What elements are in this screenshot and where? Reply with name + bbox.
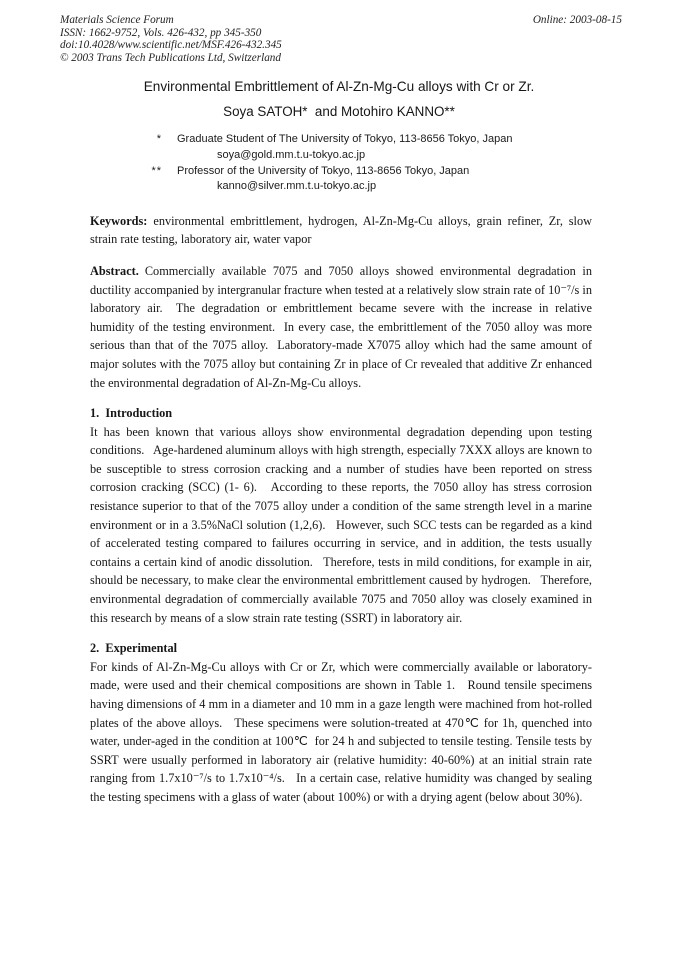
section-heading-experimental: 2. Experimental [90,641,178,656]
affiliation-2-email: kanno@silver.mm.t.u-tokyo.ac.jp [217,180,377,193]
copyright-line: © 2003 Trans Tech Publications Ltd, Switzerland [60,51,281,64]
affiliation-1-email: soya@gold.mm.t.u-tokyo.ac.jp [217,148,366,161]
affiliations [144,132,678,194]
doi-line: doi:10.4028/www.scientific.net/MSF.426-432.345 [60,39,282,52]
section-heading-introduction: 1. Introduction [90,406,173,421]
journal-name: Materials Science Forum [60,14,174,26]
online-date: Online: 2003-08-15 [532,14,622,26]
paper-title: Environmental Embrittlement of Al-Zn-Mg-Cu alloys with Cr or Zr. [143,79,535,95]
section-body-experimental: For kinds of Al-Zn-Mg-Cu alloys with Cr or Zr, which were commercially available or laboratory-made, were used and their chemical compositions are shown in Table 1. Round tensile specimens having dimensions of 4 mm in a diameter and 10 mm in a gaze length were machined from hot-rolled plates of the above alloys. These specimens were solution-treated at 470℃ for 1h, quenched into water, under-aged in the condition at 100℃ for 24 h and subjected to tensile testing. Tensile tests by SSRT were usually performed in laboratory air (relative humidity: 40-60%) at an initial strain rate ranging from 1.7x10⁻⁷/s to 1.7x10⁻⁴/s. In a certain case, relative humidity was changed by sealing the testing specimens with a glass of water (about 100%) or with a drying agent (below about 30%). [90,659,596,804]
issn-line: ISSN: 1662-9752, Vols. 426-432, pp 345-350 [60,26,262,39]
keywords-label: Keywords: [90,213,148,228]
keywords-text: environmental embrittlement, hydrogen, Al-Zn-Mg-Cu alloys, grain refiner, Zr, slow strain rate testing, laboratory air, water vapor [90,213,596,247]
affiliation-2-text: Professor of the University of Tokyo, 113-8656 Tokyo, Japan [177,164,470,177]
affiliation-1 [144,132,678,148]
paper-body [90,212,596,807]
affiliation-1-text: Graduate Student of The University of Tokyo, 113-8656 Tokyo, Japan [177,133,513,146]
abstract-paragraph [90,262,596,392]
affiliation-2-marker: ** [151,164,162,177]
authors-line: Soya SATOH* and Motohiro KANNO** [223,104,455,120]
journal-header [0,0,678,64]
section-body-introduction: It has been known that various alloys show environmental degradation depending upon testing conditions. Age-hardened aluminum alloys with high strength, especially 7XXX alloys are known to be susceptible to stress corrosion cracking and a number of studies have been reported on stress corrosion cracking (SCC) (1- 6). According to these reports, the 7050 alloy has stress corrosion resistance superior to that of the 7075 alloy under a condition of the same strength level in a marine environment or in a 3.5%NaCl solution (1,2,6). However, such SCC tests can be regarded as a kind of accelerated testing compared to failures occurring in service, and in addition, the tests usually contains a certain kind of anodic dissolution. Therefore, tests in mild conditions, for example in air, should be necessary, to make clear the environmental embrittlement caused by hydrogen. Therefore, environmental degradation of commercially available 7075 and 7050 alloy was closely examined in this research by means of a slow strain rate testing (SSRT) in laboratory air. [90,424,596,625]
abstract-text: Commercially available 7075 and 7050 alloys showed environmental degradation in ductility accompanied by intergranular fracture when tested at a relatively slow strain rate of 10⁻⁷/s in laboratory air. The degradation or embrittlement became severe with the increase in relative humidity of the testing environment. In every case, the embrittlement of the 7050 alloy was more serious than that of the 7075 alloy. Laboratory-made X7075 alloy which had the same amount of major solutes with the 7075 alloy but containing Zr in place of Cr revealed that additive Zr enhanced the environmental degradation of Al-Zn-Mg-Cu alloys. [90,263,596,390]
affiliation-1-marker: * [156,133,162,146]
affiliation-2 [144,164,678,180]
keywords-paragraph [90,212,596,249]
abstract-label: Abstract. [90,263,139,278]
journal-header-left [60,14,282,64]
